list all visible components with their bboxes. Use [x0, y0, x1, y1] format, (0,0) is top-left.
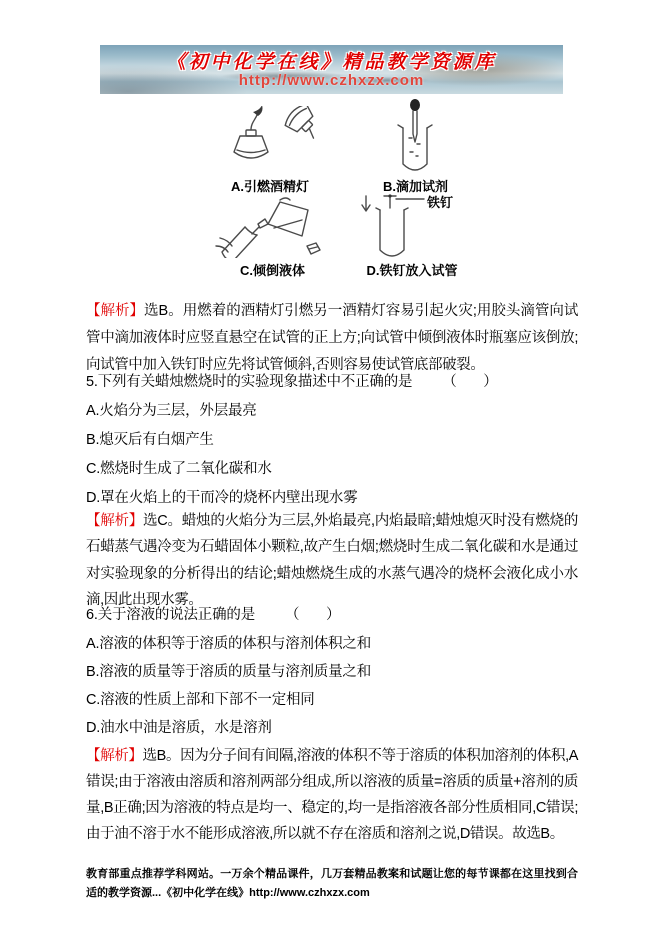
banner-url-link[interactable]: http://www.czhxzx.com	[238, 72, 425, 89]
analysis-1-tag: 【解析】	[86, 302, 145, 319]
alcohol-lamp-lighting-illustration	[210, 106, 330, 174]
question-5-answer-bracket: （ ）	[442, 374, 504, 390]
figure-d-label: D.铁钉放入试管	[366, 263, 458, 278]
nail-test-tube-illustration	[352, 192, 472, 258]
analysis-1-paragraph	[86, 298, 578, 379]
question-5-option-a: A.火焰分为三层，外层最亮	[86, 403, 257, 419]
figure-light-alcohol-lamp	[210, 106, 330, 192]
footer-url-link[interactable]: http://www.czhxzx.com	[249, 887, 370, 899]
question-6-stem	[86, 603, 347, 624]
question-5-stem-text: 5.下列有关蜡烛燃烧时的实验现象描述中不正确的是	[86, 374, 413, 390]
pouring-liquid-illustration	[210, 194, 335, 258]
question-5-option-c: C.燃烧时生成了二氧化碳和水	[86, 461, 272, 477]
question-6-option-a: A.溶液的体积等于溶质的体积与溶剂体积之和	[86, 636, 371, 652]
question-6-option-c: C.溶液的性质上部和下部不一定相同	[86, 692, 315, 708]
figure-pour-liquid	[210, 194, 335, 278]
dropper-test-tube-illustration	[383, 98, 447, 176]
question-5-stem	[86, 370, 504, 391]
footer-promo	[86, 865, 578, 903]
analysis-3-paragraph	[86, 743, 578, 847]
banner-title: 《初中化学在线》精品教学资源库	[166, 52, 497, 73]
footer-promo-text: 教育部重点推荐学科网站。一万余个精品课件，几万套精品教案和试题让您的每节课都在这里找到合适的教学资源...《初中化学在线》	[86, 868, 578, 899]
iron-nail-annotation: 铁钉	[427, 195, 454, 210]
analysis-1-text: 选B。用燃着的酒精灯引燃另一酒精灯容易引起火灾;用胶头滴管向试管中滴加液体时应竖直悬空在试管的正上方;向试管中倾倒液体时瓶塞应该倒放;向试管中加入铁钉时应先将试管倾斜,否则容易使试管底部破裂。	[86, 302, 578, 373]
question-6-stem-text: 6.关于溶液的说法正确的是	[86, 607, 255, 623]
figure-c-label: C.倾倒液体	[239, 263, 305, 278]
figure-a-label: A.引燃酒精灯	[230, 179, 309, 194]
figure-add-reagent	[383, 98, 447, 194]
analysis-3-text: 选B。因为分子间有间隔,溶液的体积不等于溶质的体积加溶剂的体积,A错误;由于溶液由溶质和溶剂两部分组成,所以溶液的质量=溶质的质量+溶剂的质量,B正确;因为溶液的特点是均一、稳定的,均一是指溶液各部分性质相同,C错误;由于油不溶于水不能形成溶液,所以就不存在溶质和溶剂之说,D错误。故选B。	[86, 747, 579, 842]
question-6-option-b: B.溶液的质量等于溶质的质量与溶剂质量之和	[86, 664, 371, 680]
site-banner	[100, 45, 563, 94]
analysis-2-text: 选C。蜡烛的火焰分为三层,外焰最亮,内焰最暗;蜡烛熄灭时没有燃烧的石蜡蒸气遇冷变为石蜡固体小颗粒,故产生白烟;燃烧时生成二氧化碳和水是通过对实验现象的分析得出的结论;蜡烛燃烧生成的水蒸气遇冷的烧杯会液化成小水滴,因此出现水雾。	[86, 512, 578, 608]
question-5-option-b: B.熄灭后有白烟产生	[86, 432, 214, 448]
figure-b-label: B.滴加试剂	[383, 179, 449, 194]
question-6-option-d: D.油水中油是溶质，水是溶剂	[86, 720, 272, 736]
question-6-answer-bracket: （ ）	[285, 607, 347, 623]
analysis-2-paragraph	[86, 508, 578, 614]
question-5-option-d: D.罩在火焰上的干而冷的烧杯内壁出现水雾	[86, 490, 358, 506]
analysis-3-tag: 【解析】	[86, 747, 143, 764]
analysis-2-tag: 【解析】	[86, 512, 144, 529]
figure-nail-into-tube	[352, 192, 472, 278]
